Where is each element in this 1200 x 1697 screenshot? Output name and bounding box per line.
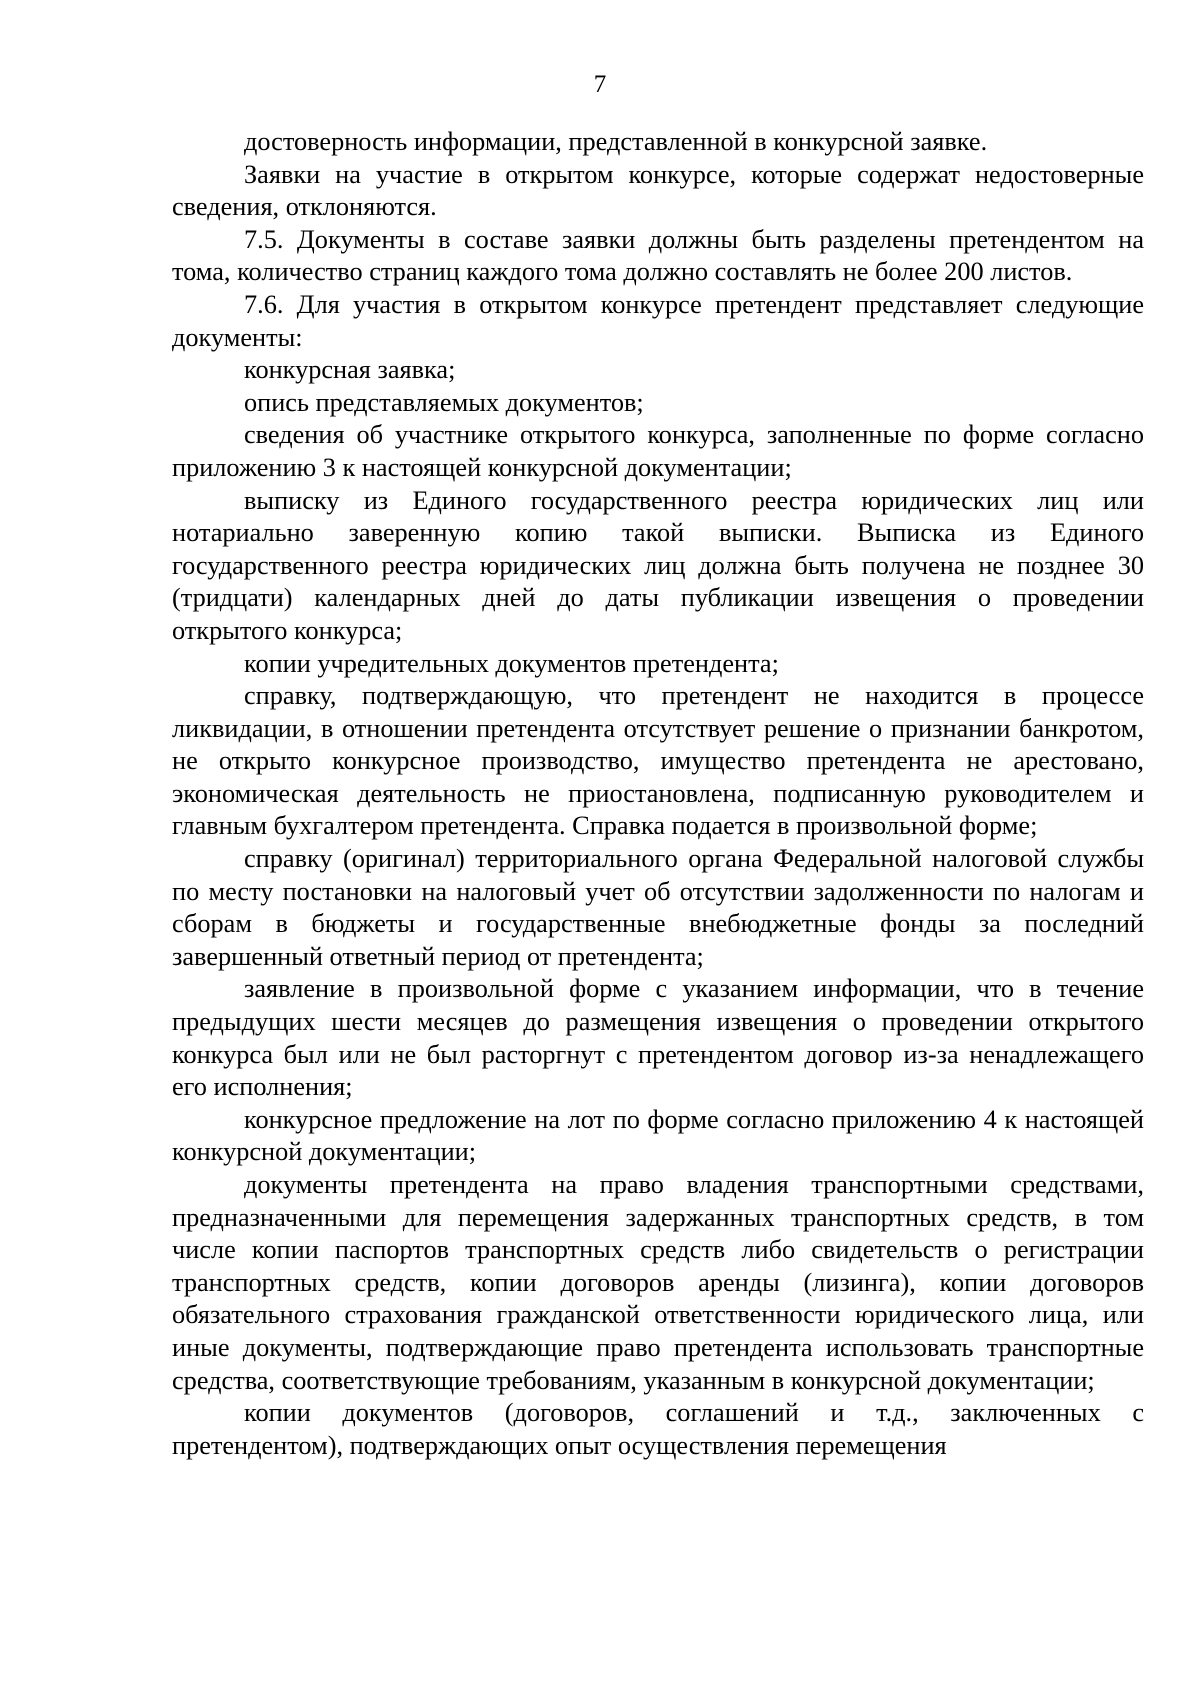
list-item: справку (оригинал) территориального органа Федеральной налоговой службы по месту постановки на налоговый учет об отсутствии задолженности по налогам и сборам в бюджеты и государственные внебюджетные фонды за последний завершенный ответный период от претендента;	[172, 844, 1144, 971]
list-item: справку, подтверждающую, что претендент не находится в процессе ликвидации, в отношении претендента отсутствует решение о признании банкротом, не открыто конкурсное производство, имущество претендента не арестовано, экономическая деятельность не приостановлена, подписанную руководителем и главным бухгалтером претендента. Справка подается в произвольной форме;	[172, 681, 1144, 841]
paragraph: Заявки на участие в открытом конкурсе, которые содержат недостоверные сведения, отклоняются.	[172, 159, 1144, 222]
page-number: 7	[593, 71, 607, 98]
list-item: конкурсное предложение на лот по форме согласно приложению 4 к настоящей конкурсной документации;	[172, 1104, 1144, 1167]
list-item: копии учредительных документов претендента;	[244, 648, 779, 678]
list-item: опись представляемых документов;	[244, 387, 644, 417]
list-item: копии документов (договоров, соглашений и т.д., заключенных с претендентом), подтверждающих опыт осуществления перемещения	[172, 1398, 1144, 1460]
paragraph: 7.5. Документы в составе заявки должны быть разделены претендентом на тома, количество страниц каждого тома должно составлять не более 200 листов.	[172, 224, 1144, 287]
list-item: конкурсная заявка;	[244, 355, 456, 385]
paragraph: 7.6. Для участия в открытом конкурсе претендент представляет следующие документы:	[172, 289, 1144, 352]
document-body	[172, 126, 1144, 1462]
list-item: документы претендента на право владения транспортными средствами, предназначенными для перемещения задержанных транспортных средств, в том числе копии паспортов транспортных средств либо свидетельств о регистрации транспортных средств, копии договоров аренды (лизинга), копии договоров обязательного страхования гражданской ответственности юридического лица, или иные документы, подтверждающие право претендента использовать транспортные средства, соответствующие требованиям, указанным в конкурсной документации;	[172, 1170, 1144, 1395]
list-item: заявление в произвольной форме с указанием информации, что в течение предыдущих шести месяцев до размещения извещения о проведении открытого конкурса был или не был расторгнут с претендентом договор из-за ненадлежащего его исполнения;	[172, 974, 1144, 1102]
paragraph: достоверность информации, представленной в конкурсной заявке.	[244, 127, 988, 156]
list-item: сведения об участнике открытого конкурса, заполненные по форме согласно приложению 3 к настоящей конкурсной документации;	[172, 420, 1144, 482]
list-item: выписку из Единого государственного реестра юридических лиц или нотариально заверенную копию такой выписки. Выписка из Единого государственного реестра юридических лиц должна быть получена не позднее 30 (тридцати) календарных дней до даты публикации извещения о проведении открытого конкурса;	[172, 485, 1144, 645]
